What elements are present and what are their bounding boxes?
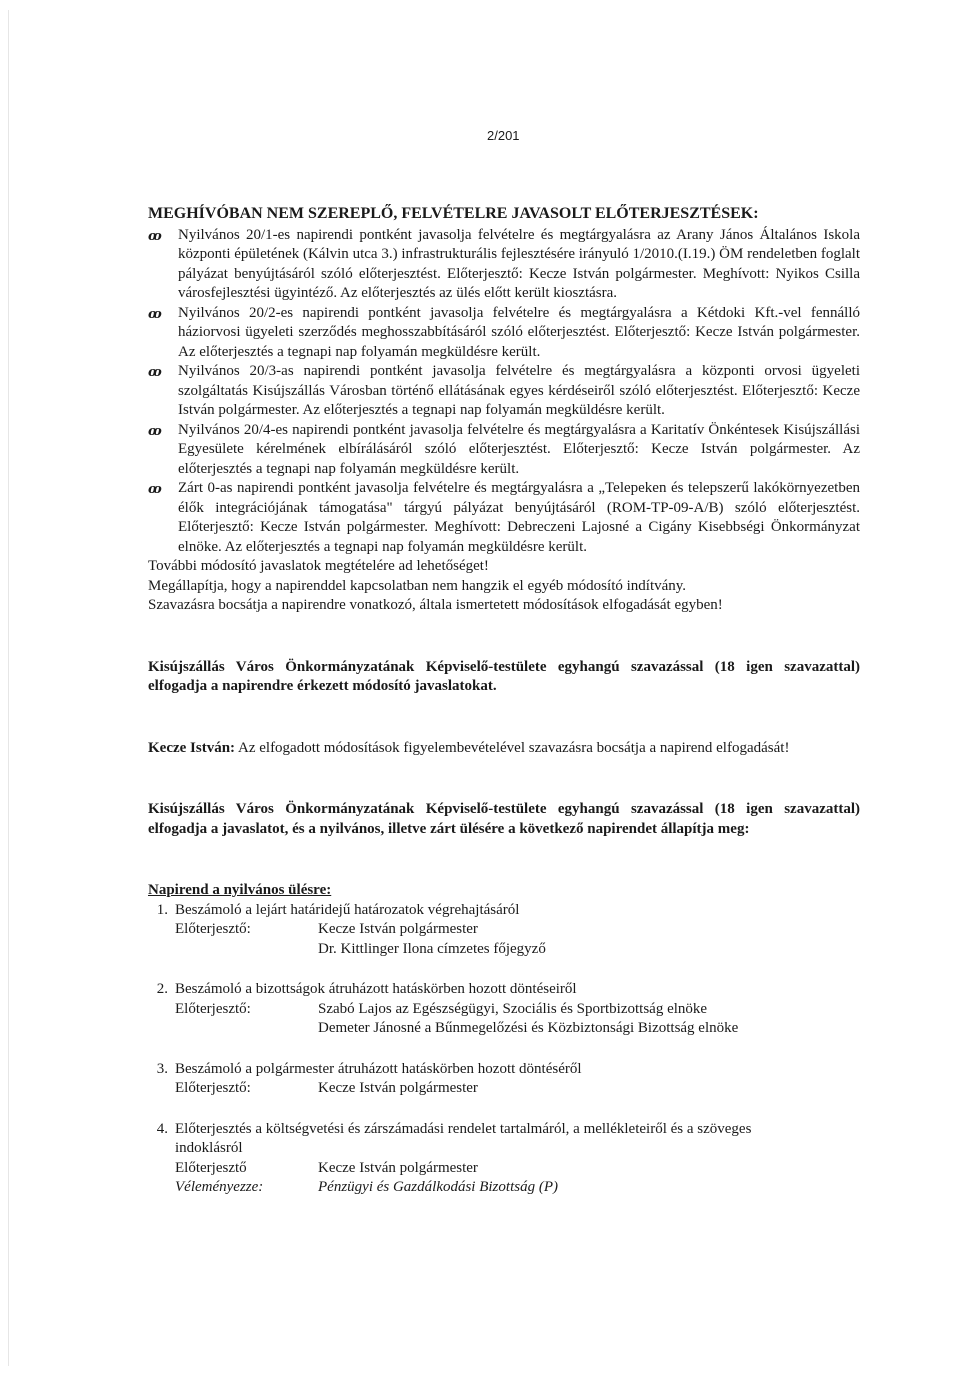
bullet-mark: ꝏ: [148, 364, 161, 379]
resolution-text: Kisújszállás Város Önkormányzatának Képviselő-testülete egyhangú szavazással (18 igen szavazattal) elfogadja a napirendre érkezett módosító javaslatokat.: [148, 658, 860, 694]
proposal-text: Nyilvános 20/2-es napirendi pontként javasolja felvételre és megtárgyalásra a Kétdoki Kft.-vel fennálló háziorvosi ügyeleti szerződés meghosszabbításáról szóló előterjesztést. Előterjesztő: Kecze István polgármester. Az előterjesztés a tegnapi nap folyamán megküldésre került.: [178, 304, 860, 360]
bullet-mark: ꝏ: [148, 227, 161, 243]
agenda-item-title: Beszámoló a polgármester átruházott hatáskörben hozott döntéséről: [175, 1060, 582, 1077]
section-heading: MEGHÍVÓBAN NEM SZEREPLŐ, FELVÉTELRE JAVASOLT ELŐTERJESZTÉSEK:: [148, 205, 759, 222]
resolution-text: Kisújszállás Város Önkormányzatának Képviselő-testülete egyhangú szavazással (18 igen szavazattal) elfogadja a javaslatot, és a nyilvános, illetve zárt ülésére a következő napirendet állapítja meg:: [148, 801, 860, 837]
presenter-label: Előterjesztő:: [175, 921, 251, 937]
proposal-item: [148, 479, 860, 557]
presenter-label: Előterjesztő: [175, 1159, 247, 1176]
agenda-title: Napirend a nyilvános ülésre:: [148, 882, 332, 898]
proposal-item: [148, 362, 860, 421]
agenda-item-number: 4.: [156, 1120, 168, 1137]
presenter-name: Szabó Lajos az Egészségügyi, Szociális és Sportbizottság elnöke: [318, 1000, 708, 1017]
agenda-item-title-continued: indoklásról: [175, 1140, 243, 1156]
presenter-name: Kecze István polgármester: [318, 1080, 478, 1096]
presenter-name: Kecze István polgármester: [318, 921, 478, 937]
document-body: [148, 204, 860, 1198]
reviewer-name: Pénzügyi és Gazdálkodási Bizottság (P): [318, 1179, 558, 1195]
bullet-mark: ꝏ: [148, 422, 161, 438]
presenter-name: Kecze István polgármester: [318, 1159, 478, 1176]
proposal-item: [148, 226, 860, 304]
proposal-text: Nyilvános 20/3-as napirendi pontként javasolja felvételre és megtárgyalásra a központi orvosi ügyeleti szolgáltatás Kisújszállás Városban történő ellátásának egyes kérdéseiről szóló előterjesztést. Előterjesztő: Kecze István polgármester. Az előterjesztés a tegnapi nap folyamán megküldésre került.: [178, 363, 860, 418]
agenda-item: [148, 980, 860, 1039]
presenter-label: Előterjesztő:: [175, 1000, 251, 1017]
bullet-mark: ꝏ: [148, 481, 161, 496]
proposal-item: [148, 421, 860, 480]
agenda-item-title: Előterjesztés a költségvetési és zárszámadási rendelet tartalmáról, a mellékleteiről és a szöveges: [175, 1120, 752, 1137]
agenda-item: [148, 1120, 860, 1198]
proposal-item: [148, 304, 860, 363]
reviewer-label: Véleményezze:: [175, 1179, 264, 1195]
speaker-statement: [148, 739, 860, 759]
agenda-item-number: 1.: [156, 901, 168, 918]
proposal-text: Nyilvános 20/4-es napirendi pontként javasolja felvételre és megtárgyalásra a Karitatív Önkéntesek Kisújszállási Egyesülete kérelmének elbírálásáról szóló előterjesztést. Előterjesztő: Kecze István polgármester. Az előterjesztés a tegnapi nap folyamán megküldésre került.: [178, 421, 860, 477]
presenter-name: Demeter Jánosné a Bűnmegelőzési és Közbiztonsági Bizottság elnöke: [318, 1020, 739, 1036]
presenter-label: Előterjesztő:: [175, 1080, 251, 1096]
proposal-text: Nyilvános 20/1-es napirendi pontként javasolja felvételre és megtárgyalásra az Arany János Általános Iskola központi épületének (Kálvin utca 3.) infrastrukturális fejlesztésére irányuló 1/2010.(I.19.) ÖM rendeletben foglalt pályázat benyújtásáról szóló előterjesztést. Előterjesztő: Kecze István polgármester. Meghívott: Nyikos Csilla városfejlesztési ügyintéző. Az előterjesztés az ülés előtt került kiosztásra.: [178, 226, 860, 301]
closing-line: Megállapítja, hogy a napirenddel kapcsolatban nem hangzik el egyéb módosító indítvány.: [148, 577, 687, 594]
bullet-mark: ꝏ: [148, 305, 161, 321]
agenda-item: [148, 1060, 860, 1099]
closing-line: További módosító javaslatok megtételére ad lehetőséget!: [148, 558, 489, 574]
scan-margin-line: [8, 10, 9, 1366]
agenda-item: [148, 901, 860, 960]
speaker-name: Kecze István:: [148, 739, 236, 756]
proposal-text: Zárt 0-as napirendi pontként javasolja felvételre és megtárgyalásra a „Telepeken és telepszerű lakókörnyezetben élők integrációjának támogatása" tárgyú pályázat benyújtásáról (ROM-TP-09-A/B) szóló előterjesztést. Előterjesztő: Kecze István polgármester. Meghívott: Debreczeni Lajosné a Cigány Kisebbségi Önkormányzat elnöke. Az előterjesztés a tegnapi nap folyamán megküldésre került.: [178, 480, 860, 555]
agenda-item-title: Beszámoló a bizottságok átruházott hatáskörben hozott döntéseiről: [175, 981, 577, 997]
speaker-text: Az elfogadott módosítások figyelembevételével szavazásra bocsátja a napirend elfogadását!: [238, 739, 790, 756]
closing-line: Szavazásra bocsátja a napirendre vonatkozó, általa ismertetett módosítások elfogadását egyben!: [148, 597, 723, 613]
agenda-item-number: 2.: [156, 981, 168, 997]
agenda-item-title: Beszámoló a lejárt határidejű határozatok végrehajtásáról: [175, 901, 520, 918]
agenda-item-number: 3.: [156, 1060, 168, 1077]
page-number: 2/201: [487, 128, 520, 143]
presenter-name: Dr. Kittlinger Ilona címzetes főjegyző: [318, 940, 546, 957]
